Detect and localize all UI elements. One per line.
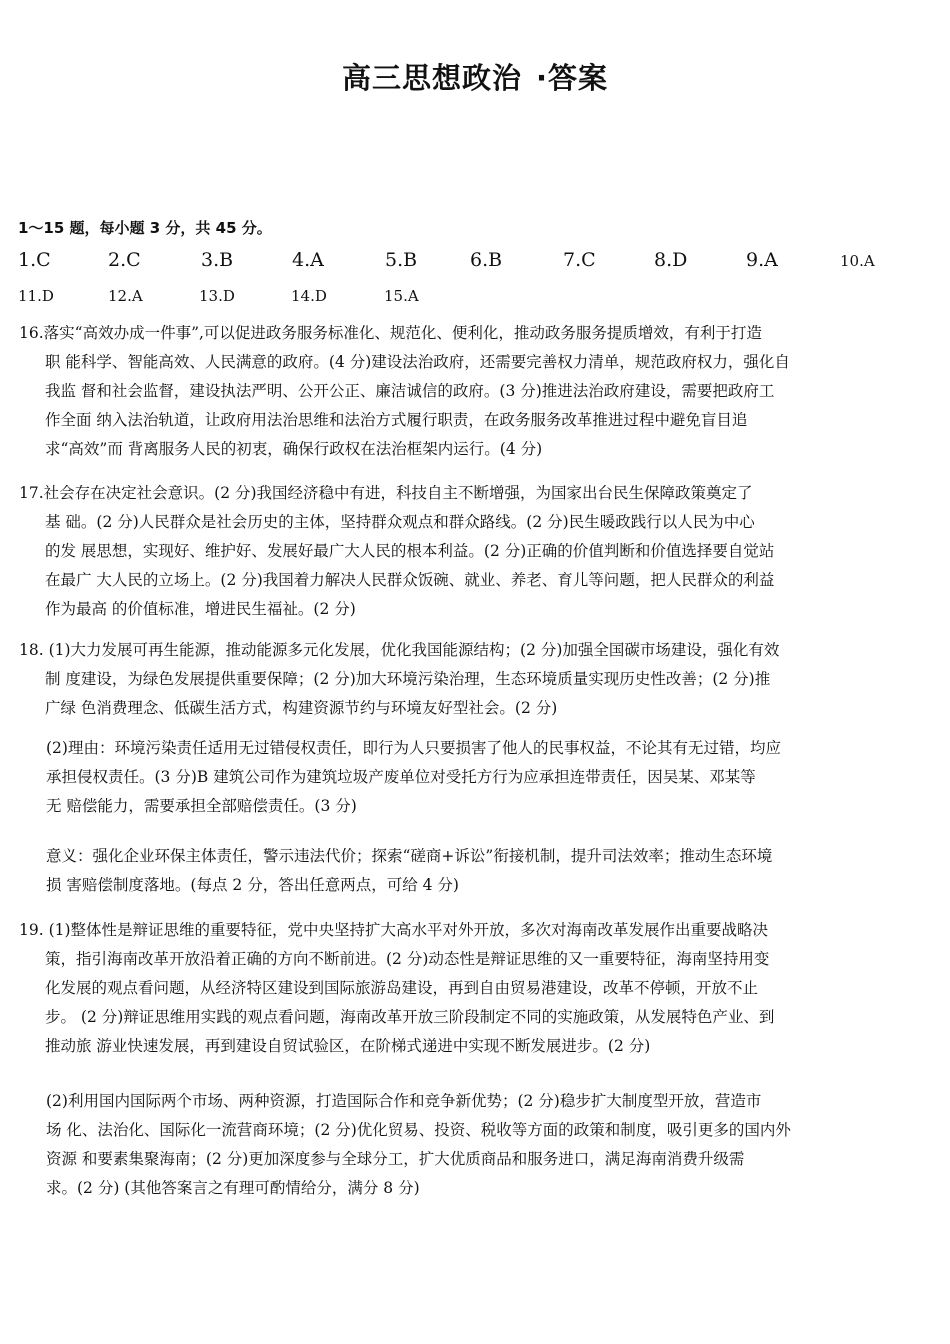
mc-answer: 11.D	[18, 287, 54, 305]
mc-answers-row-2	[18, 287, 938, 311]
mc-answer: 6.B	[470, 249, 503, 271]
text-line: 基 础。(2 分)人民群众是社会历史的主体，坚持群众观点和群众路线。(2 分)民生暖政践行以人民为中心	[45, 513, 755, 531]
text-line: 求。(2 分) (其他答案言之有理可酌情给分，满分 8 分)	[46, 1179, 420, 1197]
mc-answer: 1.C	[18, 249, 51, 271]
text-line: 求“高效”而 背离服务人民的初衷，确保行政权在法治框架内运行。(4 分)	[45, 440, 543, 458]
text-line: 广绿 色消费理念、低碳生活方式，构建资源节约与环境友好型社会。(2 分)	[45, 699, 558, 717]
mc-answer: 4.A	[292, 249, 324, 271]
text-line: 作为最高 的价值标准，增进民生福祉。(2 分)	[45, 600, 356, 618]
text-line: 19. (1)整体性是辩证思维的重要特征，党中央坚持扩大高水平对外开放，多次对海南改革发展作出重要战略决	[19, 921, 769, 939]
text-line: 资源 和要素集聚海南；(2 分)更加深度参与全球分工，扩大优质商品和服务进口，满足海南消费升级需	[46, 1150, 745, 1168]
question-18-part-1	[19, 636, 931, 723]
text-line: 的发 展思想，实现好、维护好、发展好最广大人民的根本利益。(2 分)正确的价值判断和价值选择要自觉站	[45, 542, 775, 560]
title-suffix: ·答案	[535, 61, 609, 95]
text-line: 承担侵权责任。(3 分)B 建筑公司作为建筑垃圾产废单位对受托方行为应承担连带责任，因吴某、邓某等	[46, 768, 756, 786]
question-18-significance	[46, 842, 926, 900]
mc-answer: 8.D	[654, 249, 688, 271]
question-16-answer	[19, 319, 931, 464]
text-line: 职 能科学、智能高效、人民满意的政府。(4 分)建设法治政府，还需要完善权力清单，规范政府权力，强化自	[45, 353, 790, 371]
question-19-part-1	[19, 916, 931, 1061]
mc-answer: 2.C	[108, 249, 141, 271]
mc-answer: 10.A	[840, 252, 875, 270]
mc-answer: 3.B	[201, 249, 234, 271]
mc-answer: 7.C	[563, 249, 596, 271]
title-main: 高三思想政治	[341, 61, 522, 95]
mc-answers-row-1	[18, 249, 938, 273]
text-line: 意义：强化企业环保主体责任，警示违法代价；探索“磋商+诉讼”衔接机制，提升司法效率；推动生态环境	[46, 847, 773, 865]
text-line: 在最广 大人民的立场上。(2 分)我国着力解决人民群众饭碗、就业、养老、育儿等问题，把人民群众的利益	[45, 571, 775, 589]
mc-answer: 15.A	[384, 287, 419, 305]
text-line: 无 赔偿能力，需要承担全部赔偿责任。(3 分)	[46, 797, 357, 815]
text-line: (2)理由：环境污染责任适用无过错侵权责任，即行为人只要损害了他人的民事权益，不论其有无过错，均应	[46, 739, 781, 757]
text-line: 制 度建设，为绿色发展提供重要保障；(2 分)加大环境污染治理，生态环境质量实现历史性改善；(2 分)推	[45, 670, 771, 688]
mc-answer: 14.D	[291, 287, 327, 305]
question-18-part-2	[46, 734, 926, 821]
text-line: 18. (1)大力发展可再生能源，推动能源多元化发展，优化我国能源结构；(2 分)加强全国碳市场建设，强化有效	[19, 641, 780, 659]
text-line: 推动旅 游业快速发展，再到建设自贸试验区，在阶梯式递进中实现不断发展进步。(2 分)	[45, 1037, 651, 1055]
page-title	[0, 56, 950, 97]
text-line: 化发展的观点看问题，从经济特区建设到国际旅游岛建设，再到自由贸易港建设，改革不停顿，开放不止	[45, 979, 759, 997]
question-17-answer	[19, 479, 931, 624]
text-line: 损 害赔偿制度落地。(每点 2 分，答出任意两点，可给 4 分)	[46, 876, 459, 894]
mc-header: 1～15 题，每小题 3 分，共 45 分。	[18, 219, 272, 237]
mc-answer: 9.A	[746, 249, 778, 271]
text-line: 作全面 纳入法治轨道，让政府用法治思维和法治方式履行职责，在政务服务改革推进过程中避免盲目追	[45, 411, 748, 429]
question-19-part-2	[46, 1087, 926, 1203]
mc-answer: 5.B	[385, 249, 418, 271]
text-line: (2)利用国内国际两个市场、两种资源，打造国际合作和竞争新优势；(2 分)稳步扩大制度型开放，营造市	[46, 1092, 762, 1110]
text-line: 步。 (2 分)辩证思维用实践的观点看问题，海南改革开放三阶段制定不同的实施政策，从发展特色产业、到	[45, 1008, 775, 1026]
mc-answer: 13.D	[199, 287, 235, 305]
mc-answer: 12.A	[108, 287, 143, 305]
text-line: 策，指引海南改革开放沿着正确的方向不断前进。(2 分)动态性是辩证思维的又一重要特征，海南坚持用变	[45, 950, 770, 968]
text-line: 17.社会存在决定社会意识。(2 分)我国经济稳中有进，科技自主不断增强，为国家出台民生保障政策奠定了	[19, 484, 753, 502]
text-line: 我监 督和社会监督，建设执法严明、公开公正、廉洁诚信的政府。(3 分)推进法治政府建设，需要把政府工	[45, 382, 775, 400]
text-line: 16.落实“高效办成一件事”,可以促进政务服务标准化、规范化、便利化，推动政务服务提质增效，有利于打造	[19, 324, 762, 342]
text-line: 场 化、法治化、国际化一流营商环境；(2 分)优化贸易、投资、税收等方面的政策和制度，吸引更多的国内外	[46, 1121, 791, 1139]
